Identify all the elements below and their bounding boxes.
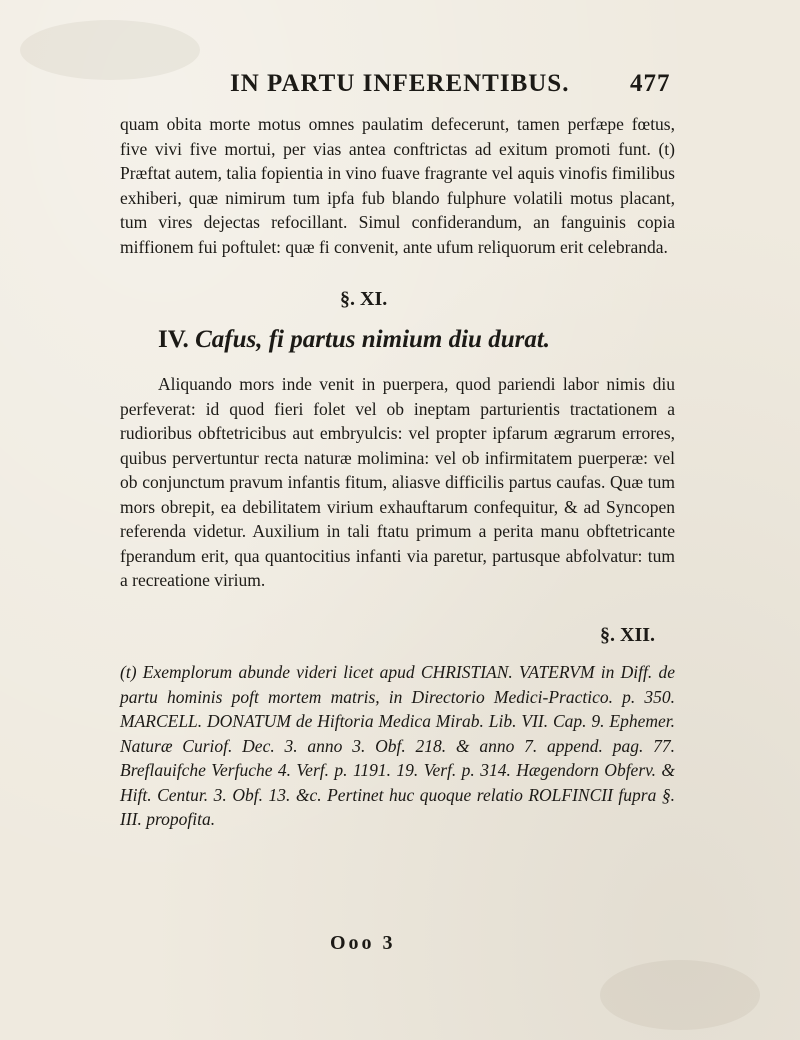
paper-stain [20,20,200,80]
section-heading [158,326,550,354]
running-title: IN PARTU INFERENTIBUS. [230,70,570,97]
section-mark-12: §. XII. [600,624,656,646]
paragraph-1: quam obita morte motus omnes paulatim defecerunt, tamen perfæpe fœtus, five vivi five mortui, per vias antea conftrictas ad exitum promoti funt. (t) Præftat autem, talia fopientia in vino fuave fragrante vel aquis vinofis fimilibus exhiberi, quæ nimirum tum ipfa fub blando fulphure volatili motus placant, tum vires dejectas refocillant. Simul confiderandum, an fanguinis copia miffionem fui poftulet: quæ fi convenit, ante ufum reliquorum erit celebranda. [120,114,675,257]
page-number: 477 [630,70,671,97]
paper-stain [600,960,760,1030]
section-mark-11: §. XI. [340,288,388,310]
heading-text: Cafus, fi partus nimium diu durat. [195,326,551,353]
footnote: (t) Exemplorum abunde videri licet apud CHRISTIAN. VATERVM in Diff. de partu hominis poft mortem matris, in Directorio Medici-Practico. p. 350. MARCELL. DONATUM de Hiftoria Medica Mirab. Lib. VII. Cap. 9. Ephemer. Naturæ Curiof. Dec. 3. anno 3. Obf. 218. & anno 7. append. pag. 77. Breflauifche Verfuche 4. Verf. p. 1191. 19. Verf. p. 314. Hægendorn Obferv. & Hift. Centur. 3. Obf. 13. &c. Pertinet huc quoque relatio ROLFINCII fupra §. III. propofita. [120,662,675,829]
heading-number: IV. [158,326,189,353]
paragraph-2: Aliquando mors inde venit in puerpera, quod pariendi labor nimis diu perfeverat: id quod fieri folet vel ob ineptam parturientis tractationem a rudioribus obftetricibus aut embryulcis: vel propter ipfarum ægrarum errores, quibus pervertuntur recta naturæ molimina: vel ob infirmitatem puerperæ: vel ob conjunctum pravum infantis fitum, aliasve difficilis partus caufas. Quæ tum mors obrepit, ea debilitatem virium exhauftarum confequitur, & ad Syncopen referenda videtur. Auxilium in tali ftatu primum a perita manu obftetricante fperandum erit, qua quantocitius infanti via paretur, partusque abfolvatur: tum a recreatione virium. [120,374,675,590]
signature-mark: Ooo 3 [330,932,396,954]
